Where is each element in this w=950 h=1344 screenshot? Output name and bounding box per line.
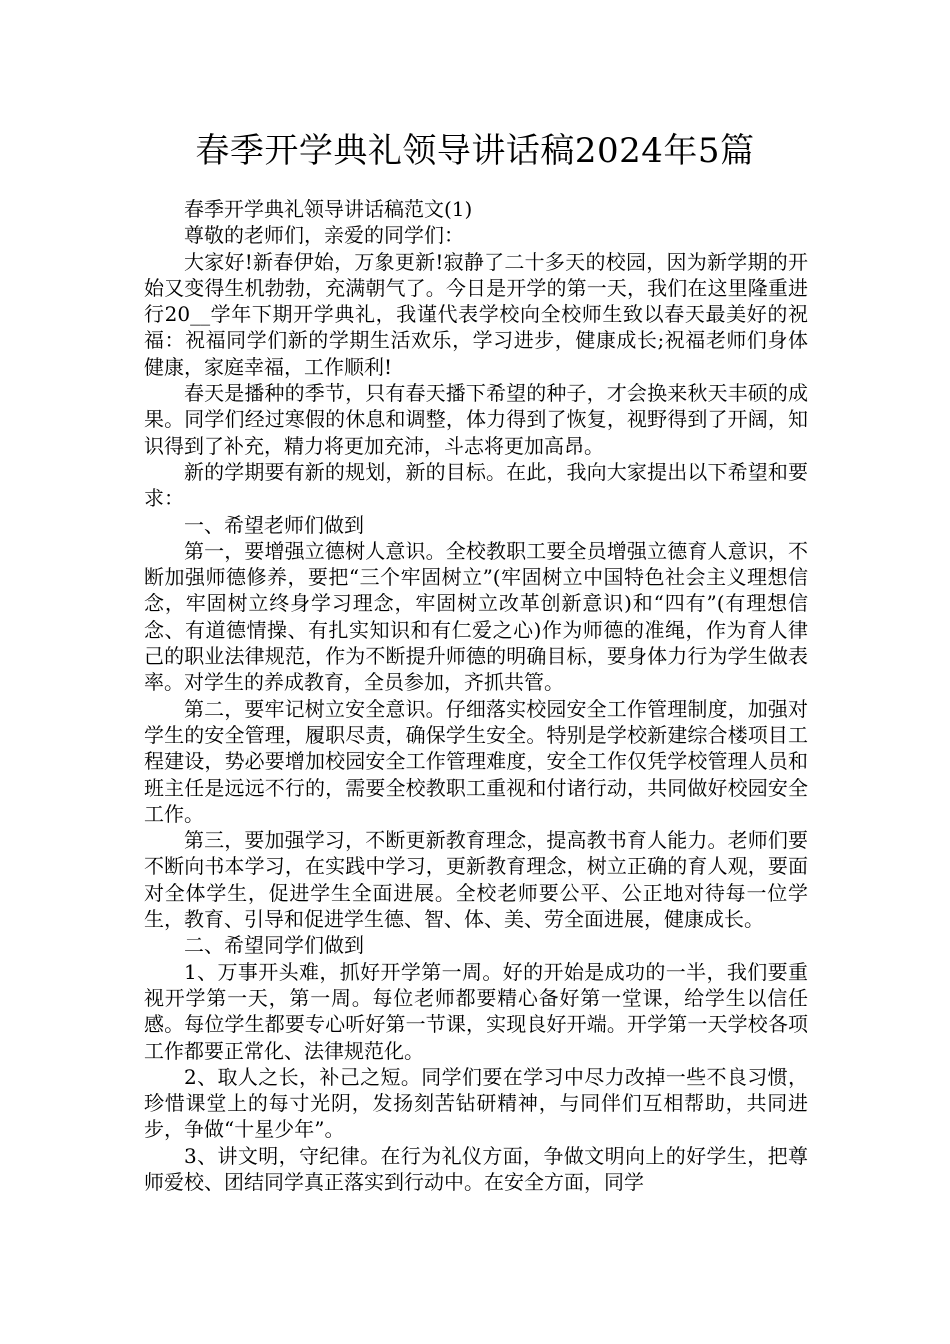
paragraph: 第三，要加强学习，不断更新教育理念，提高教书育人能力。老师们要不断向书本学习，在实践中学习，更新教育理念，树立正确的育人观，要面对全体学生，促进学生全面进展。全校老师要公平、公正地对待每一位学生，教育、引导和促进学生德、智、体、美、劳全面进展，健康成长。 [144,828,808,932]
section-heading: 一、希望老师们做到 [184,512,364,537]
paragraph: 2、取人之长，补己之短。同学们要在学习中尽力改掉一些不良习惯，珍惜课堂上的每寸光阴，发扬刻苦钻研精神，与同伴们互相帮助，共同进步，争做“十星少年”。 [144,1064,808,1142]
paragraph: 春天是播种的季节，只有春天播下希望的种子，才会换来秋天丰硕的成果。同学们经过寒假的休息和调整，体力得到了恢复，视野得到了开阔，知识得到了补充，精力将更加充沛，斗志将更加高昂。 [144,381,808,458]
paragraph: 3、讲文明，守纪律。在行为礼仪方面，争做文明向上的好学生，把尊师爱校、团结同学真正落实到行动中。在安全方面，同学 [144,1143,808,1194]
paragraph: 大家好!新春伊始，万象更新!寂静了二十多天的校园，因为新学期的开始又变得生机勃勃，充满朝气了。今日是开学的第一天，我们在这里隆重进行20__学年下期开学典礼，我谨代表学校向全校师生致以春天最美好的祝福：祝福同学们新的学期生活欢乐，学习进步，健康成长;祝福老师们身体健康，家庭幸福，工作顺利! [144,249,808,379]
paragraph: 新的学期要有新的规划，新的目标。在此，我向大家提出以下希望和要求： [144,459,808,511]
paragraph-salutation: 尊敬的老师们，亲爱的同学们： [184,223,464,248]
paragraph-subtitle: 春季开学典礼领导讲话稿范文(1) [184,197,473,221]
document-body [144,196,808,1195]
paragraph: 1、万事开头难，抓好开学第一周。好的开始是成功的一半，我们要重视开学第一天，第一周。每位老师都要精心备好第一堂课，给学生以信任感。每位学生都要专心听好第一节课，实现良好开端。开学第一天学校各项工作都要正常化、法律规范化。 [144,959,808,1063]
paragraph: 第二，要牢记树立安全意识。仔细落实校园安全工作管理制度，加强对学生的安全管理，履职尽责，确保学生安全。特别是学校新建综合楼项目工程建设，势必要增加校园安全工作管理难度，安全工作仅凭学校管理人员和班主任是远远不行的，需要全校教职工重视和付诸行动，共同做好校园安全工作。 [144,696,808,826]
document-title: 春季开学典礼领导讲话稿2024年5篇 [195,131,755,171]
section-heading: 二、希望同学们做到 [184,933,364,958]
paragraph: 第一，要增强立德树人意识。全校教职工要全员增强立德育人意识，不断加强师德修养，要把“三个牢固树立”(牢固树立中国特色社会主义理想信念，牢固树立终身学习理念，牢固树立改革创新意识)和“四有”(有理想信念、有道德情操、有扎实知识和有仁爱之心)作为师德的准绳，作为育人律己的职业法律规范，作为不断提升师德的明确目标，要身体力行为学生做表率。对学生的养成教育，全员参加，齐抓共管。 [144,538,808,695]
